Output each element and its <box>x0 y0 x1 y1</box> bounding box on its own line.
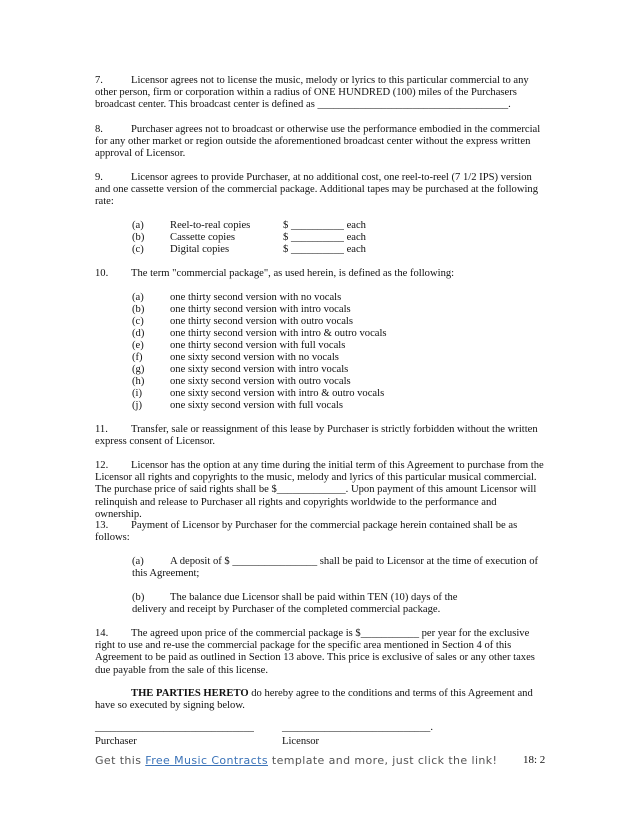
page-number: 18: 2 <box>523 754 546 766</box>
list-item: one sixty second version with intro vocals <box>170 364 349 375</box>
clause-12: 12. Licensor has the option at any time during the initial term of this Agreement to purchase from the Licensor all rights and copyrights to the music, melody and lyrics of this particular musical commercial. The purchase price of said rights shall be $_____________. Upon payment of this amount Licensor will relinquish and release to Purchaser all rights and copyrights worldwide to the performance and ownership. <box>95 460 544 520</box>
rate-price: $ __________ each <box>283 220 366 231</box>
rate-label: (a) <box>132 220 144 231</box>
list-item-label: (b) <box>132 304 145 315</box>
rate-item: Digital copies <box>170 244 230 255</box>
licensor-label: Licensor <box>282 736 320 747</box>
clause-13a: (a) A deposit of $ ________________ shall be paid to Licensor at the time of execution of this Agreement; <box>132 556 539 580</box>
list-item: one sixty second version with outro vocals <box>170 376 351 387</box>
rate-item: Cassette copies <box>170 232 236 243</box>
clause-14: 14. The agreed upon price of the commercial package is $___________ per year for the exclusive right to use and re-use the commercial package for the specific area mentioned in Section 4 of this Agreement to be paid as outlined in Section 13 above. This price is exclusive of sales or any other taxes due payable from the sale of this license. <box>95 628 535 676</box>
rate-label: (b) <box>132 232 145 243</box>
list-item-label: (g) <box>132 364 145 375</box>
list-item-label: (e) <box>132 340 144 351</box>
clause-13b: (b) The balance due Licensor shall be paid within TEN (10) days of the delivery and receipt by Purchaser of the completed commercial package. <box>132 592 458 616</box>
clause-13: 13. Payment of Licensor by Purchaser for the commercial package herein contained shall be as follows: <box>95 520 518 544</box>
footer-promo: Get this Free Music Contracts template and more, just click the link! <box>95 754 498 767</box>
clause-8: 8. Purchaser agrees not to broadcast or otherwise use the performance embodied in the commercial for any other market or region outside the aforementioned broadcast center without the express written approval of Licensor. <box>95 124 541 160</box>
list-item-label: (c) <box>132 316 144 327</box>
list-item-label: (a) <box>132 292 144 303</box>
clause-10: 10. The term "commercial package", as used herein, is defined as the following: <box>95 268 455 279</box>
rate-price: $ __________ each <box>283 244 366 255</box>
purchaser-signature-line: ______________________________ <box>95 722 254 733</box>
list-item-label: (i) <box>132 388 142 399</box>
rate-item: Reel-to-real copies <box>170 220 251 231</box>
closing-statement: THE PARTIES HERETO do hereby agree to the conditions and terms of this Agreement and have so executed by signing below. <box>95 688 533 712</box>
rate-price: $ __________ each <box>283 232 366 243</box>
purchaser-label: Purchaser <box>95 736 137 747</box>
list-item: one sixty second version with full vocals <box>170 400 344 411</box>
free-music-contracts-link[interactable]: Free Music Contracts <box>145 754 268 767</box>
clause-7: 7. Licensor agrees not to license the music, melody or lyrics to this particular commercial to any other person, firm or corporation within a radius of ONE HUNDRED (100) miles of the Purchasers broadcast center. This broadcast center is defined as ____________________________________. <box>95 75 529 111</box>
list-item: one thirty second version with intro & outro vocals <box>170 328 387 339</box>
clause-11: 11. Transfer, sale or reassignment of this lease by Purchaser is strictly forbidden without the written express consent of Licensor. <box>95 424 538 448</box>
rate-label: (c) <box>132 244 144 255</box>
list-item: one sixty second version with no vocals <box>170 352 339 363</box>
list-item: one thirty second version with intro vocals <box>170 304 351 315</box>
list-item-label: (j) <box>132 400 142 411</box>
list-item: one thirty second version with outro vocals <box>170 316 354 327</box>
list-item: one thirty second version with full vocals <box>170 340 346 351</box>
list-item-label: (f) <box>132 352 143 363</box>
list-item-label: (d) <box>132 328 145 339</box>
list-item: one thirty second version with no vocals <box>170 292 342 303</box>
list-item-label: (h) <box>132 376 145 387</box>
licensor-signature-line: ____________________________. <box>282 722 433 733</box>
clause-9: 9. Licensor agrees to provide Purchaser, at no additional cost, one reel-to-reel (7 1/2 IPS) version and one cassette version of the commercial package. Additional tapes may be purchased at the following rate: <box>95 172 539 208</box>
list-item: one sixty second version with intro & outro vocals <box>170 388 385 399</box>
